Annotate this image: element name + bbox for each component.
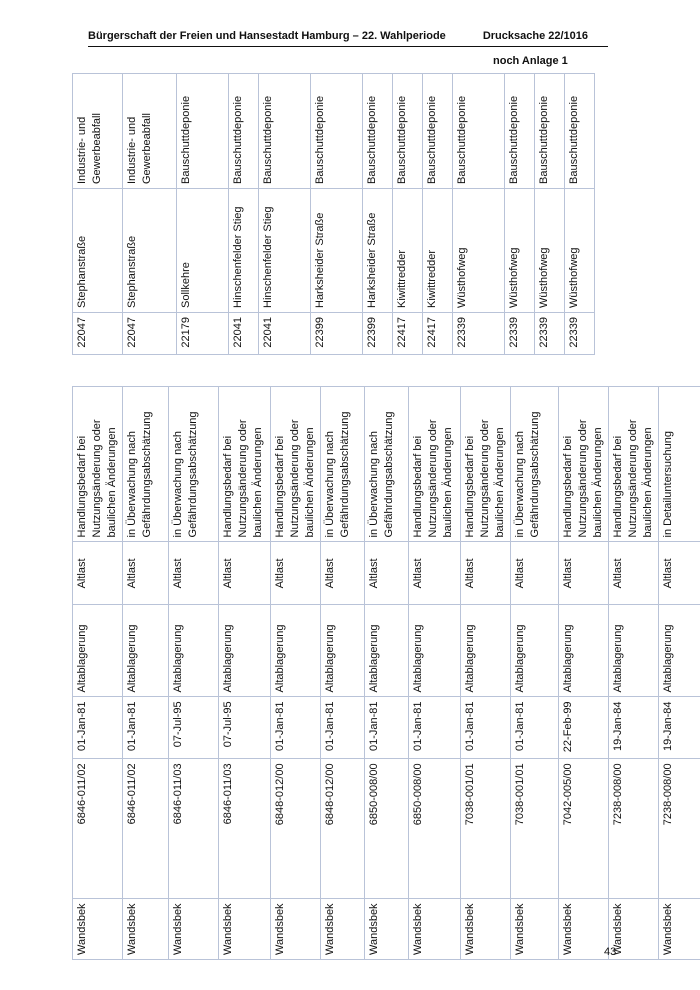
status-cell: in Überwachung nach Gefährdungsabschätzung [511, 387, 559, 542]
status-cell: Handlungsbedarf bei Nutzungsänderung oder baulichen Änderungen [461, 387, 511, 542]
table-row [321, 387, 365, 960]
deposit-type-cell: Bauschuttdeponie [259, 74, 311, 189]
deposit-type-cell: Bauschuttdeponie [423, 74, 453, 189]
postal-code-cell: 22047 [73, 313, 123, 355]
site-type-cell: Altablagerung [169, 605, 219, 697]
classification-cell: Altlast [365, 542, 409, 605]
page-number: 43 [604, 946, 617, 958]
site-type-cell: Altablagerung [73, 605, 123, 697]
street-cell: Wüsthofweg [505, 189, 535, 313]
address-table [72, 73, 595, 355]
status-cell: Handlungsbedarf bei Nutzungsänderung oder baulichen Änderungen [73, 387, 123, 542]
district-cell: Wandsbek [73, 899, 123, 960]
table-row [423, 74, 453, 355]
site-number-cell: 7038-001/01 [461, 759, 511, 899]
site-type-cell: Altablagerung [219, 605, 271, 697]
classification-cell: Altlast [219, 542, 271, 605]
site-type-cell: Altablagerung [511, 605, 559, 697]
status-cell: Handlungsbedarf bei Nutzungsänderung oder baulichen Änderungen [271, 387, 321, 542]
table-row [73, 74, 123, 355]
deposit-type-cell: Industrie- und Gewerbeabfall [123, 74, 177, 189]
street-cell: Sollkehre [177, 189, 229, 313]
site-type-cell: Altablagerung [659, 605, 700, 697]
district-cell: Wandsbek [219, 899, 271, 960]
table-row [535, 74, 565, 355]
street-cell: Wüsthofweg [565, 189, 595, 313]
district-cell: Wandsbek [609, 899, 659, 960]
site-number-cell: 6850-008/00 [365, 759, 409, 899]
postal-code-cell: 22417 [393, 313, 423, 355]
status-cell: in Überwachung nach Gefährdungsabschätzung [321, 387, 365, 542]
date-cell: 07-Jul-95 [169, 697, 219, 759]
classification-cell: Altlast [559, 542, 609, 605]
site-number-cell: 7038-001/01 [511, 759, 559, 899]
address-table-panel [72, 73, 595, 355]
site-type-cell: Altablagerung [365, 605, 409, 697]
postal-code-cell: 22339 [453, 313, 505, 355]
table-row [393, 74, 423, 355]
table-row [229, 74, 259, 355]
postal-code-cell: 22047 [123, 313, 177, 355]
site-number-cell: 6848-012/00 [321, 759, 365, 899]
date-cell: 01-Jan-81 [409, 697, 461, 759]
street-cell: Kiwittredder [393, 189, 423, 313]
status-cell: in Detailuntersuchung [659, 387, 700, 542]
status-cell: Handlungsbedarf bei Nutzungsänderung oder baulichen Änderungen [559, 387, 609, 542]
table-row [511, 387, 559, 960]
district-cell: Wandsbek [321, 899, 365, 960]
status-cell: in Überwachung nach Gefährdungsabschätzung [169, 387, 219, 542]
date-cell: 01-Jan-81 [365, 697, 409, 759]
postal-code-cell: 22339 [505, 313, 535, 355]
table-row [505, 74, 535, 355]
site-number-cell: 6846-011/03 [169, 759, 219, 899]
classification-cell: Altlast [169, 542, 219, 605]
classification-cell: Altlast [511, 542, 559, 605]
date-cell: 01-Jan-81 [321, 697, 365, 759]
document-header [88, 30, 608, 47]
site-type-cell: Altablagerung [409, 605, 461, 697]
postal-code-cell: 22041 [259, 313, 311, 355]
date-cell: 01-Jan-81 [511, 697, 559, 759]
district-cell: Wandsbek [659, 899, 700, 960]
district-cell: Wandsbek [365, 899, 409, 960]
deposit-type-cell: Bauschuttdeponie [311, 74, 363, 189]
status-cell: Handlungsbedarf bei Nutzungsänderung oder baulichen Änderungen [219, 387, 271, 542]
deposit-type-cell: Bauschuttdeponie [453, 74, 505, 189]
site-number-cell: 6846-011/02 [73, 759, 123, 899]
table-row [559, 387, 609, 960]
site-table [72, 386, 700, 960]
postal-code-cell: 22399 [311, 313, 363, 355]
street-cell: Hinschenfelder Stieg [259, 189, 311, 313]
district-cell: Wandsbek [271, 899, 321, 960]
street-cell: Stephanstraße [73, 189, 123, 313]
table-row [219, 387, 271, 960]
status-cell: Handlungsbedarf bei Nutzungsänderung oder baulichen Änderungen [609, 387, 659, 542]
table-row [461, 387, 511, 960]
site-type-cell: Altablagerung [559, 605, 609, 697]
site-type-cell: Altablagerung [271, 605, 321, 697]
street-cell: Harksheider Straße [311, 189, 363, 313]
street-cell: Hinschenfelder Stieg [229, 189, 259, 313]
table-row [271, 387, 321, 960]
site-number-cell: 6846-011/02 [123, 759, 169, 899]
site-number-cell: 6846-011/03 [219, 759, 271, 899]
district-cell: Wandsbek [559, 899, 609, 960]
status-cell: Handlungsbedarf bei Nutzungsänderung oder baulichen Änderungen [409, 387, 461, 542]
classification-cell: Altlast [609, 542, 659, 605]
site-type-cell: Altablagerung [461, 605, 511, 697]
date-cell: 22-Feb-99 [559, 697, 609, 759]
table-row [409, 387, 461, 960]
deposit-type-cell: Bauschuttdeponie [565, 74, 595, 189]
table-row [363, 74, 393, 355]
street-cell: Harksheider Straße [363, 189, 393, 313]
district-cell: Wandsbek [511, 899, 559, 960]
table-row [453, 74, 505, 355]
table-row [311, 74, 363, 355]
classification-cell: Altlast [321, 542, 365, 605]
deposit-type-cell: Industrie- und Gewerbeabfall [73, 74, 123, 189]
classification-cell: Altlast [409, 542, 461, 605]
district-cell: Wandsbek [123, 899, 169, 960]
annex-label: noch Anlage 1 [493, 55, 568, 67]
classification-cell: Altlast [73, 542, 123, 605]
status-cell: in Überwachung nach Gefährdungsabschätzung [365, 387, 409, 542]
deposit-type-cell: Bauschuttdeponie [229, 74, 259, 189]
street-cell: Wüsthofweg [535, 189, 565, 313]
district-cell: Wandsbek [461, 899, 511, 960]
postal-code-cell: 22179 [177, 313, 229, 355]
table-row [73, 387, 123, 960]
document-number: Drucksache 22/1016 [482, 30, 588, 42]
postal-code-cell: 22417 [423, 313, 453, 355]
postal-code-cell: 22339 [535, 313, 565, 355]
table-row [565, 74, 595, 355]
classification-cell: Altlast [659, 542, 700, 605]
deposit-type-cell: Bauschuttdeponie [177, 74, 229, 189]
table-row [365, 387, 409, 960]
date-cell: 01-Jan-81 [271, 697, 321, 759]
table-row [177, 74, 229, 355]
classification-cell: Altlast [271, 542, 321, 605]
street-cell: Kiwittredder [423, 189, 453, 313]
site-number-cell: 7238-008/00 [659, 759, 700, 899]
status-cell: in Überwachung nach Gefährdungsabschätzung [123, 387, 169, 542]
site-number-cell: 7238-008/00 [609, 759, 659, 899]
site-type-cell: Altablagerung [321, 605, 365, 697]
site-number-cell: 6850-008/00 [409, 759, 461, 899]
parliament-title: Bürgerschaft der Freien und Hansestadt Hamburg – 22. Wahlperiode [88, 30, 446, 42]
district-cell: Wandsbek [409, 899, 461, 960]
deposit-type-cell: Bauschuttdeponie [535, 74, 565, 189]
postal-code-cell: 22339 [565, 313, 595, 355]
table-row [123, 74, 177, 355]
date-cell: 19-Jan-84 [609, 697, 659, 759]
postal-code-cell: 22041 [229, 313, 259, 355]
site-number-cell: 6848-012/00 [271, 759, 321, 899]
street-cell: Wüsthofweg [453, 189, 505, 313]
classification-cell: Altlast [461, 542, 511, 605]
date-cell: 01-Jan-81 [73, 697, 123, 759]
date-cell: 19-Jan-84 [659, 697, 700, 759]
table-row [259, 74, 311, 355]
site-table-panel [72, 386, 700, 960]
site-type-cell: Altablagerung [609, 605, 659, 697]
deposit-type-cell: Bauschuttdeponie [393, 74, 423, 189]
postal-code-cell: 22399 [363, 313, 393, 355]
date-cell: 01-Jan-81 [123, 697, 169, 759]
table-row [609, 387, 659, 960]
table-row [123, 387, 169, 960]
date-cell: 07-Jul-95 [219, 697, 271, 759]
district-cell: Wandsbek [169, 899, 219, 960]
date-cell: 01-Jan-81 [461, 697, 511, 759]
deposit-type-cell: Bauschuttdeponie [505, 74, 535, 189]
table-row [169, 387, 219, 960]
table-row [659, 387, 700, 960]
site-type-cell: Altablagerung [123, 605, 169, 697]
classification-cell: Altlast [123, 542, 169, 605]
street-cell: Stephanstraße [123, 189, 177, 313]
deposit-type-cell: Bauschuttdeponie [363, 74, 393, 189]
site-number-cell: 7042-005/00 [559, 759, 609, 899]
